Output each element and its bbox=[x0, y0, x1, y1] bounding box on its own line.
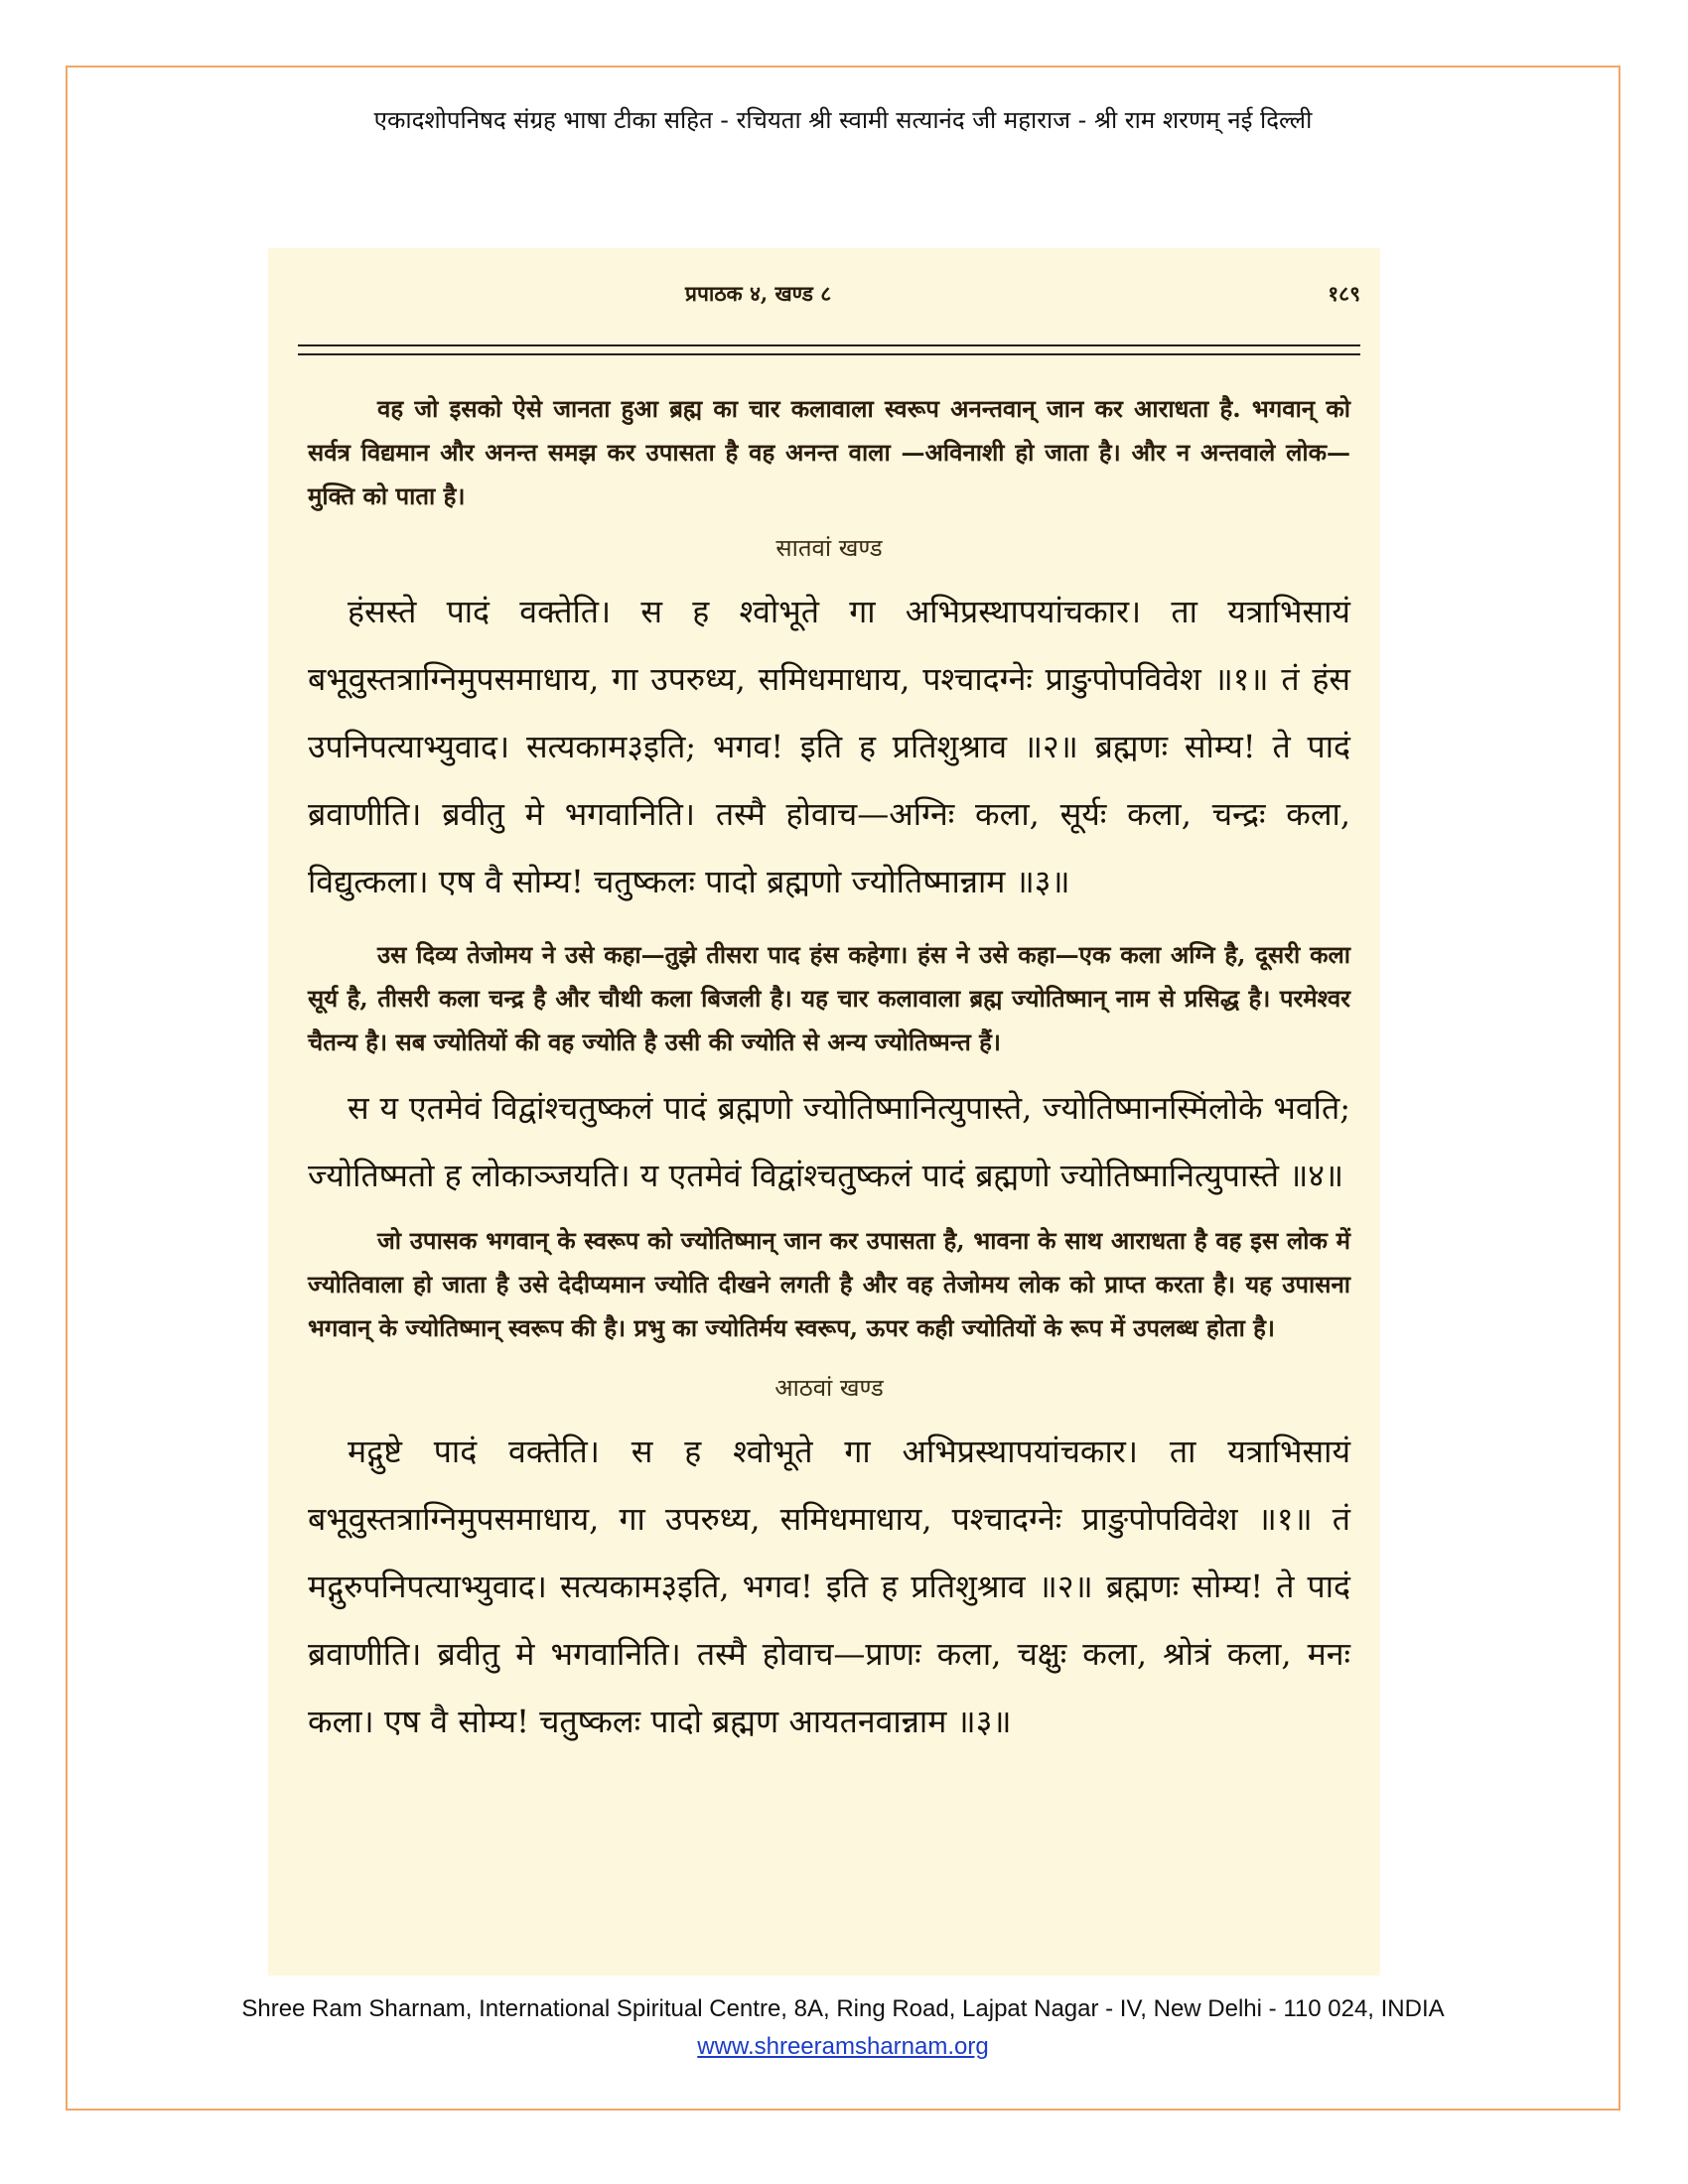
footer-address: Shree Ram Sharnam, International Spiritual Centre, 8A, Ring Road, Lajpat Nagar - IV, New Delhi - 110 024, INDIA bbox=[241, 1995, 1445, 2022]
page-number: १८९ bbox=[1328, 281, 1360, 306]
sanskrit-verse: हंसस्ते पादं वक्तेति। स ह श्वोभूते गा अभिप्रस्थापयांचकार। ता यत्राभिसायं बभूवुस्तत्राग्निमुपसमाधाय, गा उपरुध्य, समिधमाधाय, पश्चादग्नेः प्राङुपोपविवेश ॥१॥ तं हंस उपनिपत्याभ्युवाद। सत्यकाम३इति; भगव! इति ह प्रतिशुश्राव ॥२॥ ब्रह्मणः सोम्य! ते पादं ब्रवाणीति। ब्रवीतु मे भगवानिति। तस्मै होवाच—अग्निः कला, सूर्यः कला, चन्द्रः कला, विद्युत्कला। एष वै सोम्य! चतुष्कलः पादो ब्रह्मणो ज्योतिष्मान्नाम ॥३॥ bbox=[308, 593, 1350, 900]
commentary-paragraph: उस दिव्य तेजोमय ने उसे कहा—तुझे तीसरा पाद हंस कहेगा। हंस ने उसे कहा—एक कला अग्नि है, दूसरी कला सूर्य है, तीसरी कला चन्द्र है और चौथी कला बिजली है। यह चार कलावाला ब्रह्म ज्योतिष्मान् नाम से प्रसिद्ध है। परमेश्वर चैतन्य है। सब ज्योतियों की वह ज्योति है उसी की ज्योति से अन्य ज्योतिष्मन्त हैं। bbox=[308, 940, 1350, 1056]
website-link[interactable]: www.shreeramsharnam.org bbox=[697, 2033, 989, 2060]
sanskrit-verse: स य एतमेवं विद्वांश्चतुष्कलं पादं ब्रह्मणो ज्योतिष्मानित्युपास्ते, ज्योतिष्मानस्मिंलोके भवति; ज्योतिष्मतो ह लोकाञ्जयति। य एतमेवं विद्वांश्चतुष्कलं पादं ब्रह्मणो ज्योतिष्मानित्युपास्ते ॥४॥ bbox=[308, 1089, 1350, 1194]
page-body bbox=[308, 387, 1350, 1755]
scanned-page bbox=[268, 248, 1380, 1976]
chapter-label: प्रपाठक ४, खण्ड ८ bbox=[685, 281, 832, 306]
commentary-paragraph: जो उपासक भगवान् के स्वरूप को ज्योतिष्मान् जान कर उपासता है, भावना के साथ आराधता है वह इस लोक में ज्योतिवाला हो जाता है उसे देदीप्यमान ज्योति दीखने लगती है और वह तेजोमय लोक को प्राप्त करता है। यह उपासना भगवान् के ज्योतिष्मान् स्वरूप की है। प्रभु का ज्योतिर्मय स्वरूप, ऊपर कही ज्योतियों के रूप में उपलब्ध होता है। bbox=[308, 1226, 1350, 1342]
section-title-eighth: आठवां खण्ड bbox=[774, 1374, 884, 1402]
scan-header bbox=[268, 276, 1380, 316]
sanskrit-verse: मद्गुष्टे पादं वक्तेति। स ह श्वोभूते गा अभिप्रस्थापयांचकार। ता यत्राभिसायं बभूवुस्तत्राग्निमुपसमाधाय, गा उपरुध्य, समिधमाधाय, पश्चादग्नेः प्राङुपोपविवेश ॥१॥ तं मद्गुरुपनिपत्याभ्युवाद। सत्यकाम३इति, भगव! इति ह प्रतिशुश्राव ॥२॥ ब्रह्मणः सोम्य! ते पादं ब्रवाणीति। ब्रवीतु मे भगवानिति। तस्मै होवाच—प्राणः कला, चक्षुः कला, श्रोत्रं कला, मनः कला। एष वै सोम्य! चतुष्कलः पादो ब्रह्मण आयतनवान्नाम ॥३॥ bbox=[308, 1433, 1350, 1740]
section-title-seventh: सातवां खण्ड bbox=[775, 534, 883, 562]
header-rule bbox=[298, 344, 1360, 355]
commentary-paragraph: वह जो इसको ऐसे जानता हुआ ब्रह्म का चार कलावाला स्वरूप अनन्तवान् जान कर आराधता है. भगवान् को सर्वत्र विद्यमान और अनन्त समझ कर उपासता है वह अनन्त वाला —अविनाशी हो जाता है। और न अन्तवाले लोक—मुक्ति को पाता है। bbox=[308, 394, 1350, 510]
book-title: एकादशोपनिषद संग्रह भाषा टीका सहित - रचियता श्री स्वामी सत्यानंद जी महाराज - श्री राम शरणम् नई दिल्ली bbox=[373, 106, 1313, 134]
